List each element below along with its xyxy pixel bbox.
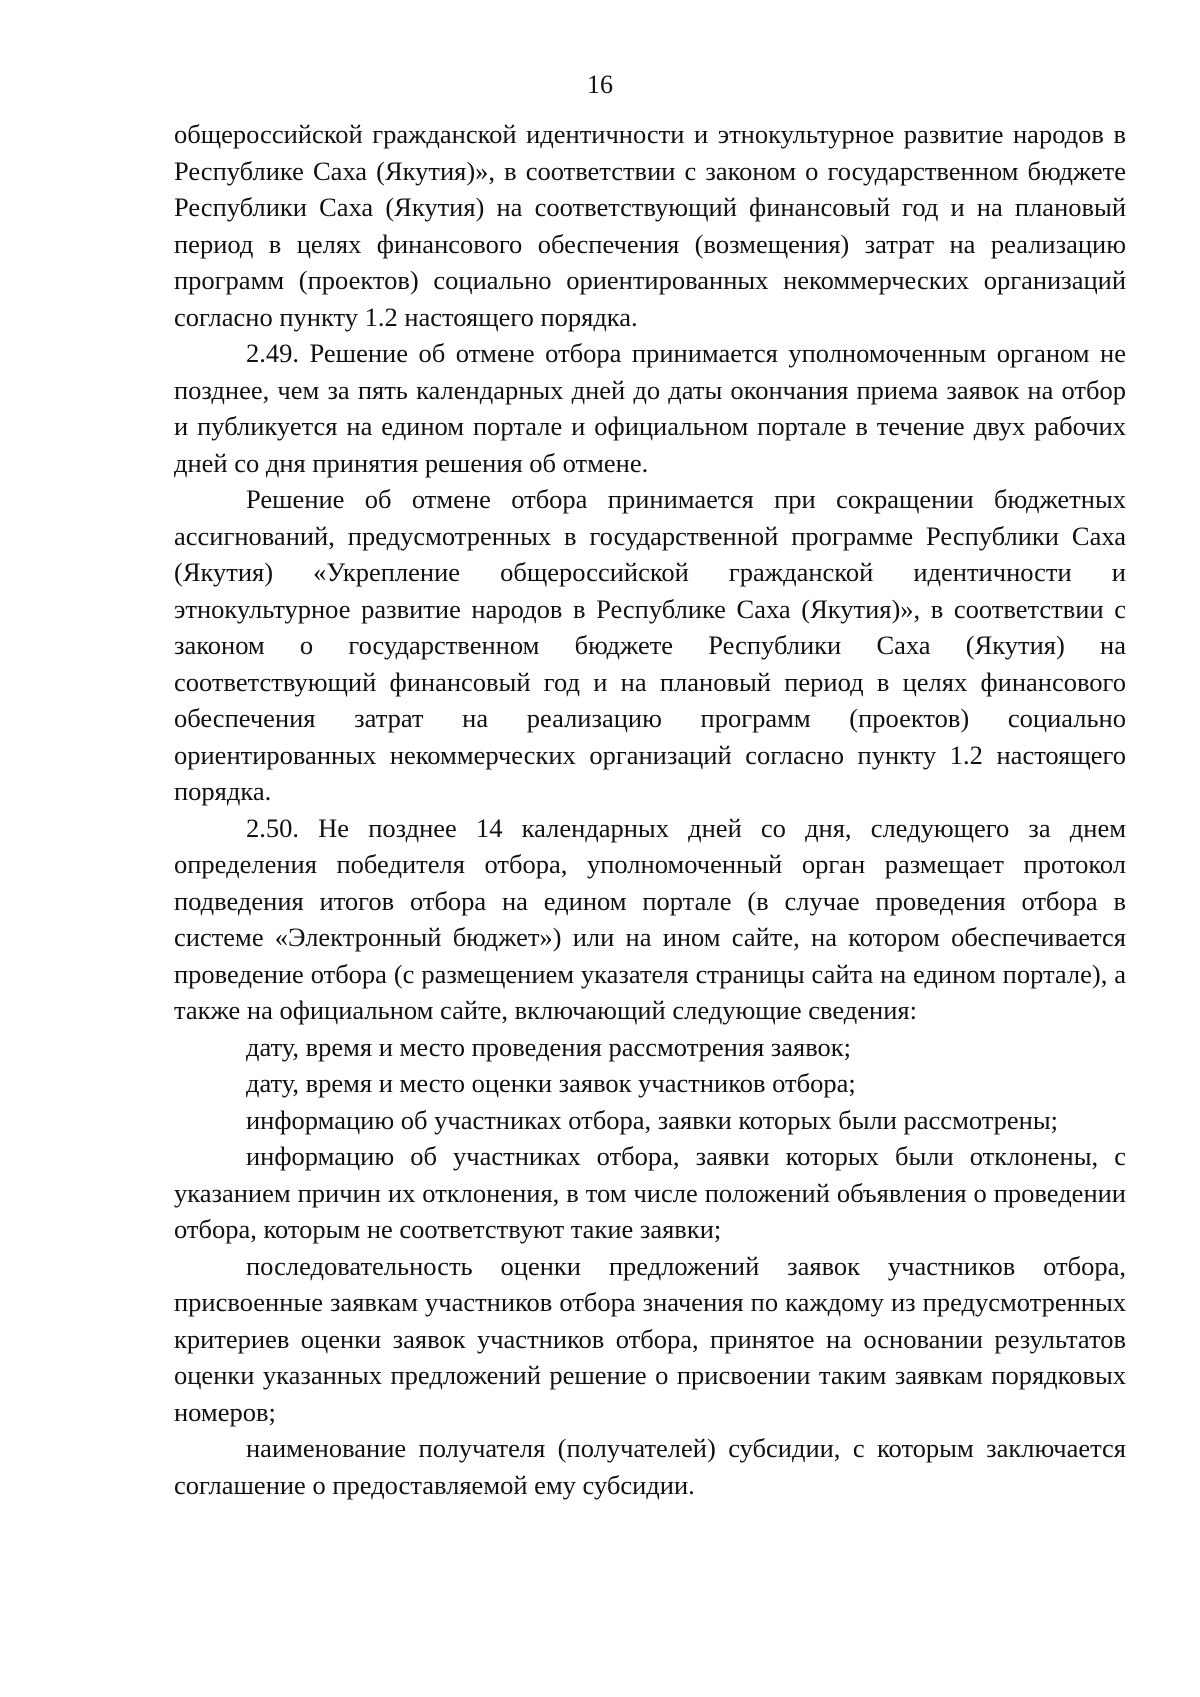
page-number: 16 [587,70,613,99]
paragraph-continuation: общероссийской гражданской идентичности и этнокультурное развитие народов в Республике Саха (Якутия)», в соответствии с законом о государственном бюджете Республики Саха (Якутия) на соответствующий финансовый год и на плановый период в целях финансового обеспечения (возмещения) затрат на реализацию программ (проектов) социально ориентированных некоммерческих организаций согласно пункту 1.2 настоящего порядка. [174,119,1126,332]
list-item-recipient-name: наименование получателя (получателей) субсидии, с которым заключается соглашение о предоставляемой ему субсидии. [174,1433,1126,1500]
list-item-review-date: дату, время и место проведения рассмотрения заявок; [246,1031,852,1062]
document-body [174,116,1126,1503]
list-item-evaluation-date: дату, время и место оценки заявок участников отбора; [246,1068,856,1098]
paragraph-2-50: 2.50. Не позднее 14 календарных дней со дня, следующего за днем определения победителя отбора, уполномоченный орган размещает протокол подведения итогов отбора на едином портале (в случае проведения отбора в системе «Электронный бюджет») или на ином сайте, на котором обеспечивается проведение отбора (с размещением указателя страницы сайта на едином портале), а также на официальном сайте, включающий следующие сведения: [174,812,1126,1025]
list-item-reviewed-participants: информацию об участниках отбора, заявки которых были рассмотрены; [246,1104,1059,1135]
paragraph-2-49: 2.49. Решение об отмене отбора принимается уполномоченным органом не позднее, чем за пять календарных дней до даты окончания приема заявок на отбор и публикуется на едином портале и официальном портале в течение двух рабочих дней со дня принятия решения об отмене. [174,338,1126,478]
list-item-evaluation-sequence: последовательность оценки предложений заявок участников отбора, присвоенные заявкам участников отбора значения по каждому из предусмотренных критериев оценки заявок участников отбора, принятое на основании результатов оценки указанных предложений решение о присвоении таким заявкам порядковых номеров; [174,1250,1126,1427]
list-item-rejected-participants: информацию об участниках отбора, заявки которых были отклонены, с указанием причин их отклонения, в том числе положений объявления о проведении отбора, которым не соответствуют такие заявки; [174,1141,1126,1244]
paragraph-cancellation-conditions: Решение об отмене отбора принимается при сокращении бюджетных ассигнований, предусмотренных в государственной программе Республики Саха (Якутия) «Укрепление общероссийской гражданской идентичности и этнокультурное развитие народов в Республике Саха (Якутия)», в соответствии с законом о государственном бюджете Республики Саха (Якутия) на соответствующий финансовый год и на плановый период в целях финансового обеспечения затрат на реализацию программ (проектов) социально ориентированных некоммерческих организаций согласно пункту 1.2 настоящего порядка. [174,484,1126,806]
